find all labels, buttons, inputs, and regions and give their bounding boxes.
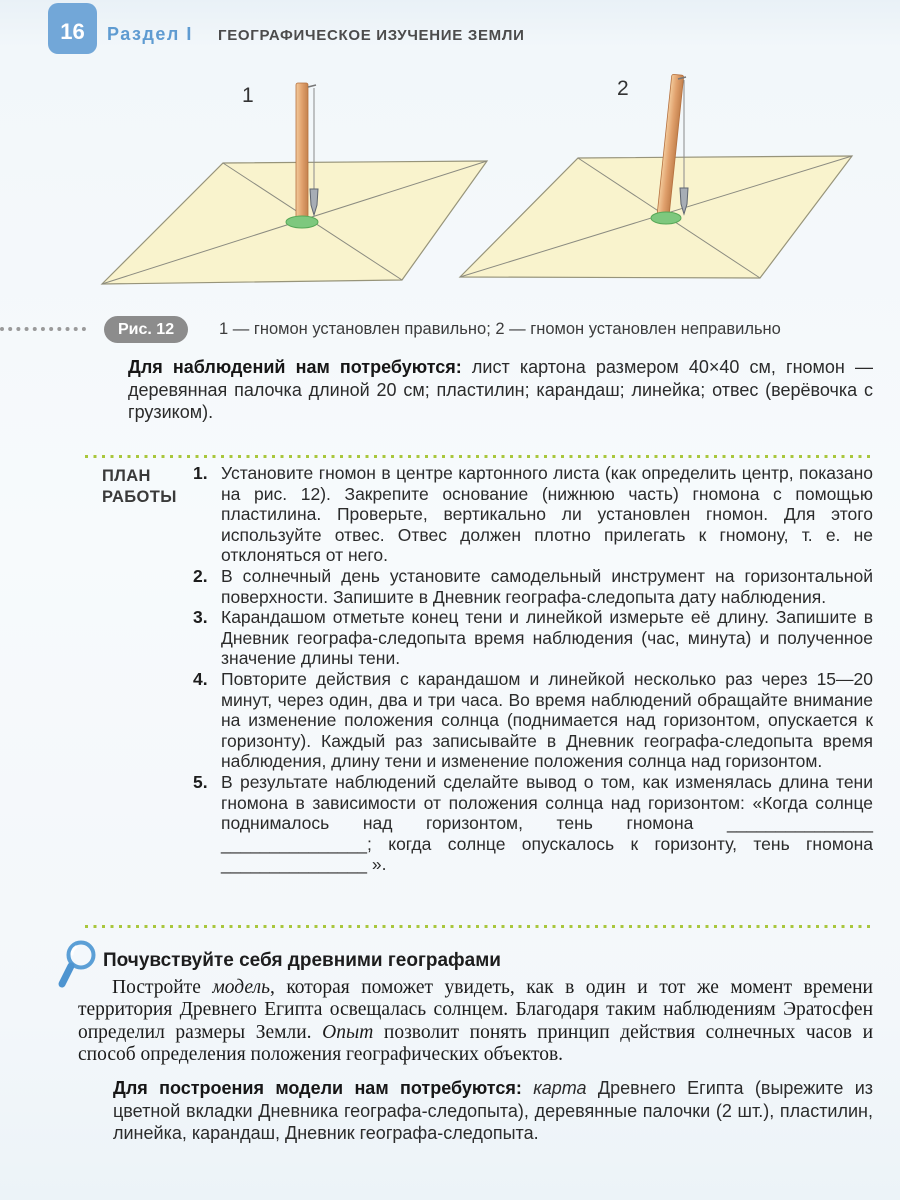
- dotted-leader: [0, 327, 86, 331]
- gnomon-figure: [90, 58, 880, 310]
- step-number: 4.: [193, 668, 208, 689]
- materials-model-italic: карта: [521, 1078, 587, 1098]
- materials-model-paragraph: [113, 1077, 873, 1145]
- experiment-heading: Почувствуйте себя древними географами: [103, 950, 501, 971]
- materials-observation-rest: лист картона размером 40×40 см, гномон — деревянная палочка длиной 20 см; пластилин; карандаш; линейка; отвес (верёвочка с грузиком).: [128, 357, 873, 422]
- page-number-badge: 16: [48, 3, 97, 54]
- gnomon-stick-1: [296, 83, 308, 223]
- section-divider-top: [85, 455, 873, 458]
- plan-label: [102, 466, 177, 508]
- materials-observation-lead: Для наблюдений нам потребуются:: [128, 357, 462, 377]
- plan-steps-list: [193, 463, 873, 875]
- experiment-paragraph: [78, 977, 873, 1066]
- plasticine-2: [651, 212, 681, 224]
- step-text: Карандашом отметьте конец тени и линейкой измерьте её длину. Запишите в Дневник географа-следопыта время наблюдения (час, минута) и полученное значение длины тени.: [221, 607, 873, 669]
- figure-caption: 1 — гномон установлен правильно; 2 — гномон установлен неправильно: [219, 320, 781, 338]
- step-number: 5.: [193, 771, 208, 792]
- materials-observation-paragraph: [128, 356, 873, 424]
- plan-label-line1: ПЛАН: [102, 467, 151, 485]
- plan-step: [193, 463, 873, 566]
- figure-label-1: 1: [242, 84, 254, 107]
- plan-step: [193, 669, 873, 772]
- step-number: 1.: [193, 463, 208, 483]
- step-number: 3.: [193, 607, 208, 628]
- plasticine-1: [286, 216, 318, 228]
- materials-model-lead: Для построения модели нам потребуются:: [113, 1078, 522, 1098]
- step-number: 2.: [193, 565, 208, 586]
- figure-label-2: 2: [617, 77, 629, 100]
- plan-step: [193, 607, 873, 669]
- step-text: В солнечный день установите самодельный инструмент на горизонтальной поверхности. Запишите в Дневник географа-следопыта дату наблюдения.: [221, 565, 873, 607]
- materials-model-rest: Древнего Египта (вырежите из цветной вкладки Дневника географа-следопыта), деревянные палочки (2 шт.), пластилин, линейка, карандаш, Дневник географа-следопыта.: [113, 1078, 874, 1143]
- board-incorrect: [460, 74, 852, 278]
- experiment-text: Постройте: [112, 977, 213, 998]
- experiment-italic-model: модель: [212, 977, 270, 998]
- step-text: Установите гномон в центре картонного листа (как определить центр, показано на рис. 12). Закрепите основание (нижнюю часть) гномона с помощью пластилина. Проверьте, вертикально ли установлен гномон. Для этого используйте отвес. Отвес должен плотно прилегать к гномону, т. е. не отклоняться от него.: [221, 463, 873, 566]
- section-divider-bottom: [85, 925, 873, 928]
- plan-step: [193, 566, 873, 607]
- board-correct: [102, 83, 487, 284]
- experiment-italic-opyt: Опыт: [322, 1021, 374, 1043]
- section-label: Раздел I: [107, 24, 193, 44]
- step-text: В результате наблюдений сделайте вывод о том, как изменялась длина тени гномона в зависимости от положения солнца над горизонтом: «Когда солнце поднималось над горизонтом, тень гномона _______________ _______________; когда солнце опускалось к горизонту, тень гномона _______________ ».: [221, 771, 873, 875]
- chapter-title: ГЕОГРАФИЧЕСКОЕ ИЗУЧЕНИЕ ЗЕМЛИ: [218, 27, 525, 44]
- experiment-text: , которая поможет увидеть, как в один и тот же момент времени территория Древнего Египта освещалась солнцем. Благодаря таким наблюдениям Эратосфен определил размеры Земли.: [78, 977, 873, 1043]
- plan-label-line2: РАБОТЫ: [102, 488, 177, 506]
- experiment-text: позволит понять принцип действия солнечных часов и способ определения положения географических объектов.: [78, 1021, 874, 1065]
- figure-number-badge: Рис. 12: [104, 316, 188, 343]
- plan-step: [193, 772, 873, 875]
- step-text: Повторите действия с карандашом и линейкой несколько раз через 15—20 минут, через один, два и три часа. Во время наблюдений обращайте внимание на изменение положения солнца (поднимается над горизонтом, опускается к горизонту). Каждый раз записывайте в Дневник географа-следопыта время наблюдения, длину тени и изменение положения солнца над горизонтом.: [221, 668, 873, 772]
